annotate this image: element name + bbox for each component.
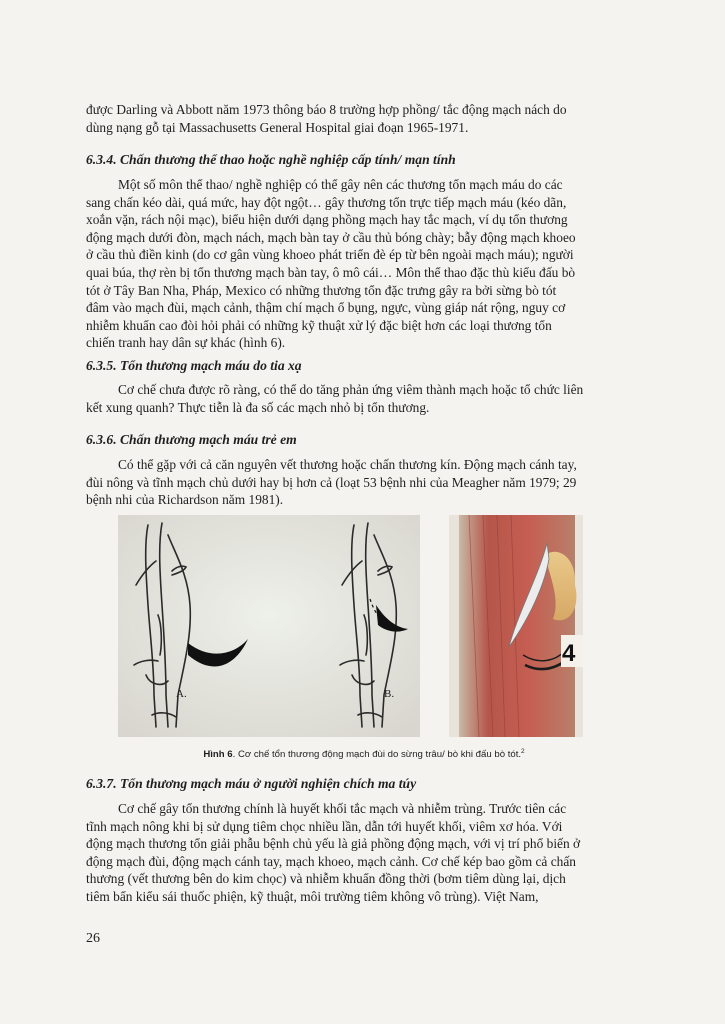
page-number: 26 (86, 931, 100, 946)
text-line: Cơ chế chưa được rõ ràng, có thể do tăng phản ứng viêm thành mạch hoặc tổ chức liên (118, 382, 584, 397)
section-634-paragraph (86, 176, 642, 352)
section-634-heading: 6.3.4. Chấn thương thể thao hoặc nghề nghiệp cấp tính/ mạn tính (86, 152, 456, 167)
section-636-paragraph (86, 456, 642, 509)
text-line: động mạch thương tổn giải phẫu bệnh chủ yếu là giả phồng động mạch, với vị trí phổ biến ở (86, 836, 581, 852)
figure-label-b: B. (384, 688, 395, 700)
text-line: được Darling và Abbott năm 1973 thông báo 8 trường hợp phồng/ tắc động mạch nách do (86, 102, 567, 117)
text-line: động mạch dưới đòn, mạch nách, mạch bàn tay ở cầu thủ bóng chày; bẫy động mạch khoeo (86, 229, 576, 245)
text-line: xoắn vặn, rách nội mạc), biểu hiện dưới dạng phồng mạch hay tắc mạch, ví dụ tổn thương (86, 212, 568, 228)
horn-photo-illustration (449, 515, 583, 737)
section-636-heading: 6.3.6. Chấn thương mạch máu trẻ em (86, 432, 297, 447)
text-line: Một số môn thể thao/ nghề nghiệp có thể gây nên các thương tổn mạch máu do các (118, 177, 563, 192)
intro-paragraph (86, 101, 642, 136)
caption-text: . Cơ chế tổn thương động mạch đùi do sừng trâu/ bò khi đấu bò tót. (232, 749, 522, 761)
section-637-paragraph (86, 800, 642, 906)
text-line: chiến tranh hay dân sự khác (hình 6). (86, 335, 286, 351)
text-line: sang chấn kéo dài, quá mức, hay đột ngột… gây thương tổn trực tiếp mạch máu (kéo dãn, (86, 194, 567, 210)
text-line: quai búa, thợ rèn bị tổn thương mạch bàn tay, ô mô cái… Môn thể thao đặc thù kiểu đấu bò (86, 264, 576, 280)
text-line: động mạch đùi, động mạch cánh tay, mạch khoeo, mạch cảnh. Cơ chế kép bao gồm cả chấn (86, 853, 576, 869)
caption-prefix: Hình 6 (203, 749, 233, 761)
figure-label-a: A. (176, 688, 187, 700)
figure-6-photo (449, 515, 583, 737)
figure-caption (86, 746, 642, 761)
text-line: thương (vết thương bên do kim chọc) và nhiễm khuẩn đồng thời (bơm tiêm dùng lại, dịch (86, 871, 566, 887)
text-line: tiêm bẩn kiểu sái thuốc phiện, kỹ thuật, môi trường tiêm không vô trùng). Việt Nam, (86, 888, 539, 904)
figure-label-4: 4 (562, 640, 576, 667)
text-line: ở cầu thủ điền kinh (do cơ gân vùng khoeo phát triển đè ép từ bên ngoài mạch máu); người (86, 247, 574, 263)
text-line: dùng nạng gỗ tại Massachusetts General Hospital giai đoạn 1965-1971. (86, 119, 469, 135)
section-635-paragraph (86, 381, 642, 416)
text-line: bệnh nhi của Richardson năm 1981). (86, 492, 284, 508)
text-line: đâm vào mạch đùi, mạch cảnh, thậm chí mạch ổ bụng, ngực, vùng giáp nát rộng, nguy cơ (86, 300, 566, 316)
thigh-horn-drawing (118, 515, 420, 737)
text-line: nhiễm khuẩn cao đòi hỏi phải có những kỹ thuật xử lý đặc biệt hơn các loại thương tổn (86, 317, 552, 333)
section-637-heading: 6.3.7. Tổn thương mạch máu ở người nghiện chích ma túy (86, 776, 417, 791)
caption-reference: 2 (521, 748, 525, 755)
text-line: Cơ chế gây tổn thương chính là huyết khối tắc mạch và nhiễm trùng. Trước tiên các (118, 801, 567, 816)
section-635-heading: 6.3.5. Tổn thương mạch máu do tia xạ (86, 358, 302, 373)
text-line: đùi nông và tĩnh mạch chủ dưới hay bị hơn cả (loạt 53 bệnh nhi của Meagher năm 1979; 29 (86, 474, 577, 490)
figure-6-drawings (118, 515, 420, 737)
text-line: tót ở Tây Ban Nha, Pháp, Mexico có những thương tổn đặc trưng gây ra bởi sừng bò tót (86, 282, 557, 298)
text-line: Có thể gặp với cả căn nguyên vết thương hoặc chấn thương kín. Động mạch cánh tay, (118, 457, 577, 472)
text-line: tĩnh mạch nông khi bị sử dụng tiêm chọc nhiều lần, dẫn tới huyết khối, viêm xơ hóa. Với (86, 818, 563, 834)
text-line: kết xung quanh? Thực tiễn là đa số các mạch nhỏ bị tổn thương. (86, 399, 430, 415)
